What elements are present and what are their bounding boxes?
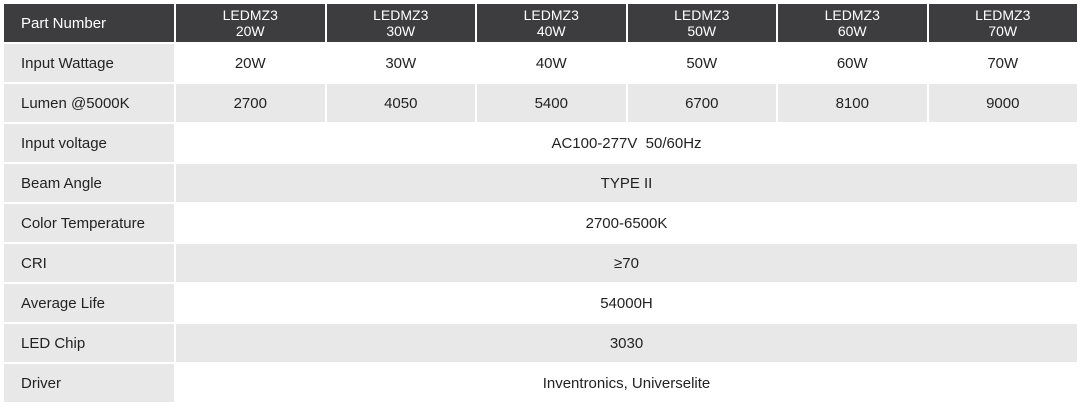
cell-value: 2700 [176, 84, 325, 122]
cell-value: 9000 [929, 84, 1078, 122]
cell-value: 2700-6500K [176, 204, 1077, 242]
cell-value: 50W [628, 44, 777, 82]
cell-value: 70W [929, 44, 1078, 82]
cell-value: 30W [327, 44, 476, 82]
header-row [4, 4, 1077, 42]
model-power: 20W [235, 23, 265, 39]
row-label: CRI [4, 244, 174, 282]
model-power: 30W [386, 23, 416, 39]
cell-value: 54000H [176, 284, 1077, 322]
cell-value: 5400 [477, 84, 626, 122]
model-name: LEDMZ3 [674, 7, 730, 23]
row-input-voltage [4, 124, 1077, 162]
row-color-temperature [4, 204, 1077, 242]
row-label: Color Temperature [4, 204, 174, 242]
cell-value: ≥70 [176, 244, 1077, 282]
cell-value: 40W [477, 44, 626, 82]
row-driver [4, 364, 1077, 402]
row-beam-angle [4, 164, 1077, 202]
row-input-wattage [4, 44, 1077, 82]
cell-value: 6700 [628, 84, 777, 122]
header-model-60w [778, 4, 927, 42]
row-average-life [4, 284, 1077, 322]
cell-value: AC100-277V 50/60Hz [176, 124, 1077, 162]
header-model-30w [327, 4, 476, 42]
cell-value: 60W [778, 44, 927, 82]
row-lumen [4, 84, 1077, 122]
model-name: LEDMZ3 [222, 7, 278, 23]
header-model-40w [477, 4, 626, 42]
model-name: LEDMZ3 [373, 7, 429, 23]
cell-value: Inventronics, Universelite [176, 364, 1077, 402]
row-label: Input voltage [4, 124, 174, 162]
row-cri [4, 244, 1077, 282]
cell-value: 3030 [176, 324, 1077, 362]
row-label: Input Wattage [4, 44, 174, 82]
header-model-20w [176, 4, 325, 42]
row-label: Lumen @5000K [4, 84, 174, 122]
model-name: LEDMZ3 [824, 7, 880, 23]
row-led-chip [4, 324, 1077, 362]
row-label: Average Life [4, 284, 174, 322]
model-name: LEDMZ3 [523, 7, 579, 23]
model-name: LEDMZ3 [975, 7, 1031, 23]
row-label: LED Chip [4, 324, 174, 362]
cell-value: TYPE II [176, 164, 1077, 202]
row-label: Beam Angle [4, 164, 174, 202]
spec-table [2, 2, 1079, 404]
row-label: Driver [4, 364, 174, 402]
cell-value: 8100 [778, 84, 927, 122]
model-power: 70W [988, 23, 1018, 39]
header-model-50w [628, 4, 777, 42]
model-power: 50W [687, 23, 717, 39]
cell-value: 4050 [327, 84, 476, 122]
model-power: 60W [837, 23, 867, 39]
model-power: 40W [536, 23, 566, 39]
cell-value: 20W [176, 44, 325, 82]
header-model-70w [929, 4, 1078, 42]
header-label: Part Number [4, 4, 174, 42]
